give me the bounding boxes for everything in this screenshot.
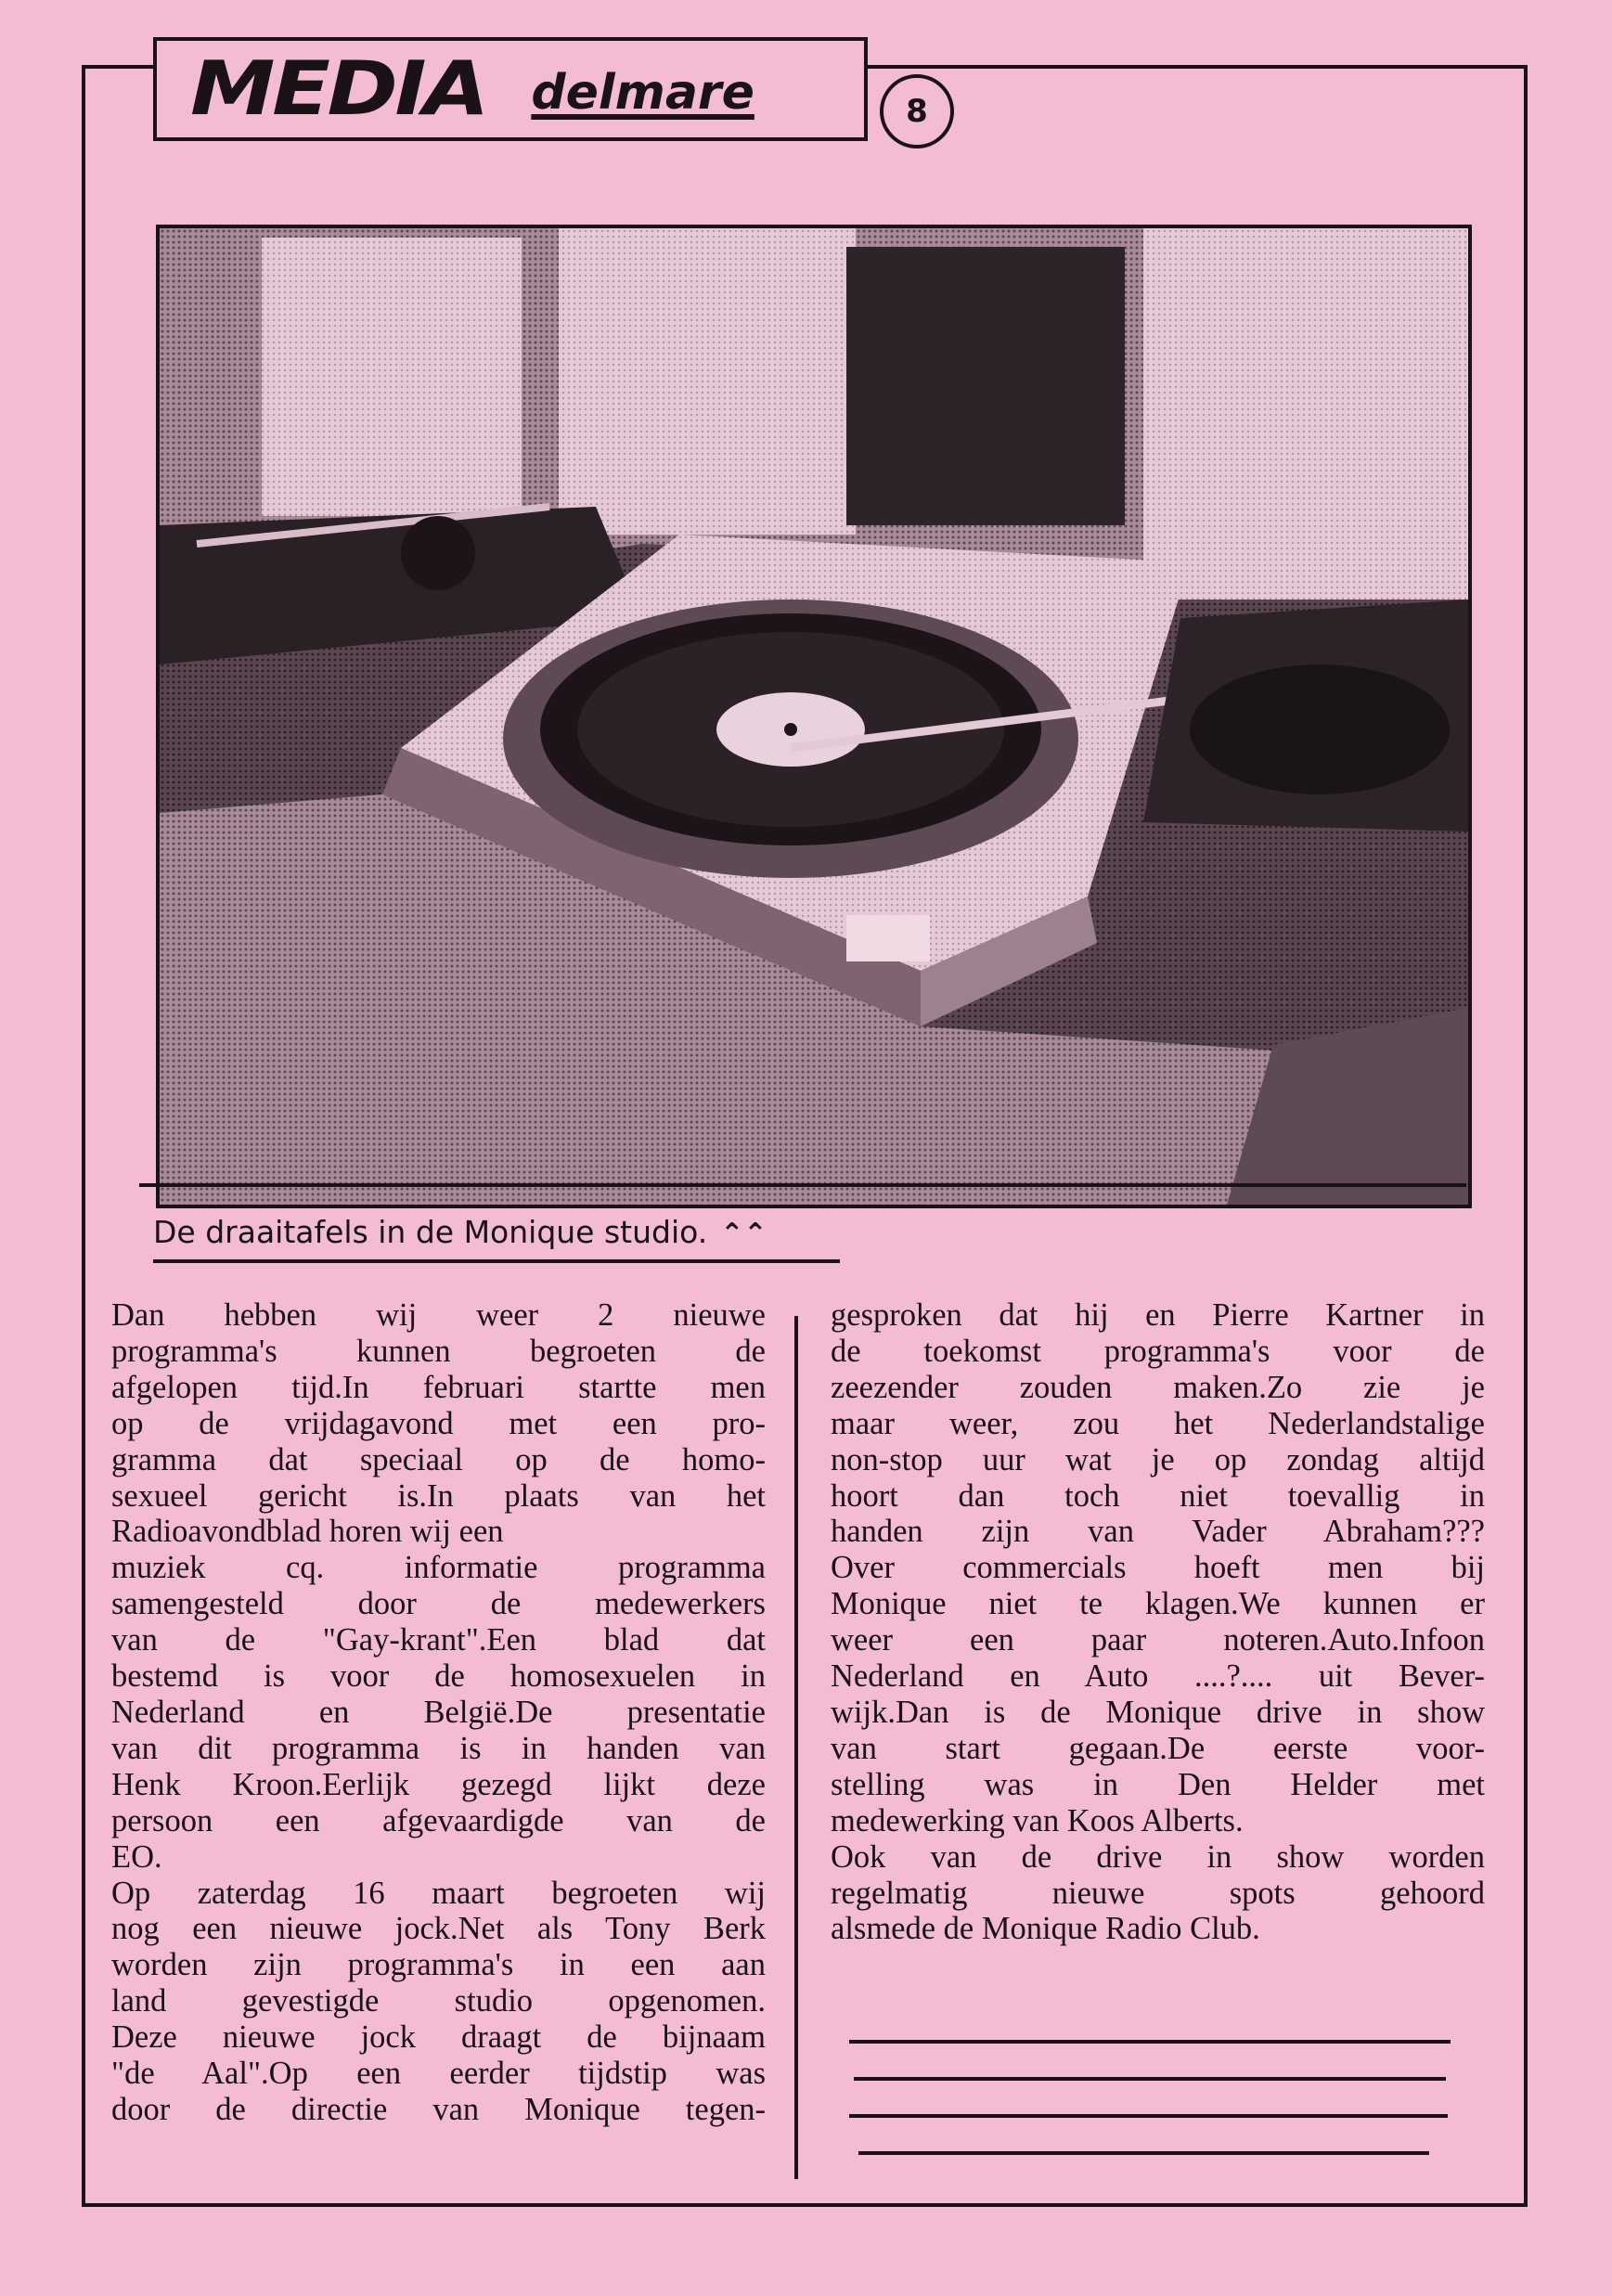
- text-line: van dit programma is in handen van: [111, 1730, 766, 1766]
- text-line: Op zaterdag 16 maart begroeten wij: [111, 1875, 766, 1911]
- text-line: Deze nieuwe jock draagt de bijnaam: [111, 2019, 766, 2056]
- text-line: "de Aal".Op een eerder tijdstip was: [111, 2056, 766, 2092]
- text-line: medewerking van Koos Alberts.: [831, 1802, 1244, 1838]
- article-right-column: [831, 1297, 1485, 1947]
- photo-caption-text: De draaitafels in de Monique studio.: [153, 1214, 708, 1250]
- masthead: [153, 37, 868, 141]
- text-line: van de "Gay-krant".Een blad dat: [111, 1622, 766, 1658]
- column-divider: [794, 1316, 798, 2179]
- text-line: sexueel gericht is.In plaats van het: [111, 1477, 766, 1514]
- text-line: zeezender zouden maken.Zo zie je: [831, 1369, 1485, 1405]
- text-line: door de directie van Monique tegen-: [111, 2091, 766, 2127]
- text-line: Dan hebben wij weer 2 nieuwe: [111, 1297, 766, 1333]
- text-line: muziek cq. informatie programma: [111, 1550, 766, 1586]
- text-line: de toekomst programma's voor de: [831, 1333, 1485, 1369]
- text-line: Radioavondblad horen wij een: [111, 1514, 504, 1550]
- article-left-paragraph: [111, 1297, 766, 2128]
- text-line: afgelopen tijd.In februari startte men: [111, 1369, 766, 1405]
- decorative-rule: [849, 2040, 1451, 2044]
- text-line: EO.: [111, 1838, 162, 1875]
- text-line: wijk.Dan is de Monique drive in show: [831, 1694, 1485, 1730]
- text-line: bestemd is voor de homosexuelen in: [111, 1658, 766, 1695]
- text-line: persoon een afgevaardigde van de: [111, 1802, 766, 1838]
- turntable-photo-illustration: [160, 228, 1468, 1205]
- masthead-subtitle: delmare: [531, 65, 754, 121]
- text-line: van start gegaan.De eerste voor-: [831, 1730, 1485, 1766]
- page-number-badge: 8: [880, 74, 954, 148]
- photo-caption: [153, 1214, 840, 1263]
- text-line: Nederland en België.De presentatie: [111, 1694, 766, 1730]
- text-line: Monique niet te klagen.We kunnen er: [831, 1586, 1485, 1622]
- decorative-rule: [849, 2114, 1448, 2118]
- text-line: samengesteld door de medewerkers: [111, 1586, 766, 1622]
- text-line: regelmatig nieuwe spots gehoord: [831, 1875, 1485, 1911]
- text-line: programma's kunnen begroeten de: [111, 1333, 766, 1369]
- article-left-column: [111, 1297, 766, 2128]
- text-line: Over commercials hoeft men bij: [831, 1550, 1485, 1586]
- text-line: worden zijn programma's in een aan: [111, 1947, 766, 1983]
- masthead-title: MEDIA: [190, 45, 486, 132]
- text-line: gramma dat speciaal op de homo-: [111, 1441, 766, 1477]
- decorative-rule: [854, 2077, 1446, 2081]
- text-line: hoort dan toch niet toevallig in: [831, 1477, 1485, 1514]
- text-line: nog een nieuwe jock.Net als Tony Berk: [111, 1911, 766, 1947]
- photo-bottom-rule: [139, 1183, 1466, 1187]
- decorative-rule: [858, 2151, 1429, 2155]
- text-line: maar weer, zou het Nederlandstalige: [831, 1405, 1485, 1441]
- text-line: weer een paar noteren.Auto.Infoon: [831, 1622, 1485, 1658]
- text-line: Ook van de drive in show worden: [831, 1838, 1485, 1875]
- text-line: stelling was in Den Helder met: [831, 1766, 1485, 1802]
- text-line: non-stop uur wat je op zondag altijd: [831, 1441, 1485, 1477]
- turntable-photo: [156, 225, 1472, 1208]
- text-line: land gevestigde studio opgenomen.: [111, 1983, 766, 2019]
- text-line: Nederland en Auto ....?.... uit Bever-: [831, 1658, 1485, 1695]
- text-line: handen zijn van Vader Abraham???: [831, 1514, 1485, 1550]
- text-line: gesproken dat hij en Pierre Kartner in: [831, 1297, 1485, 1333]
- double-chevron-up-icon: ⌃⌃: [720, 1218, 767, 1250]
- text-line: alsmede de Monique Radio Club.: [831, 1911, 1260, 1947]
- text-line: op de vrijdagavond met een pro-: [111, 1405, 766, 1441]
- article-right-paragraph: [831, 1297, 1485, 1947]
- text-line: Henk Kroon.Eerlijk gezegd lijkt deze: [111, 1766, 766, 1802]
